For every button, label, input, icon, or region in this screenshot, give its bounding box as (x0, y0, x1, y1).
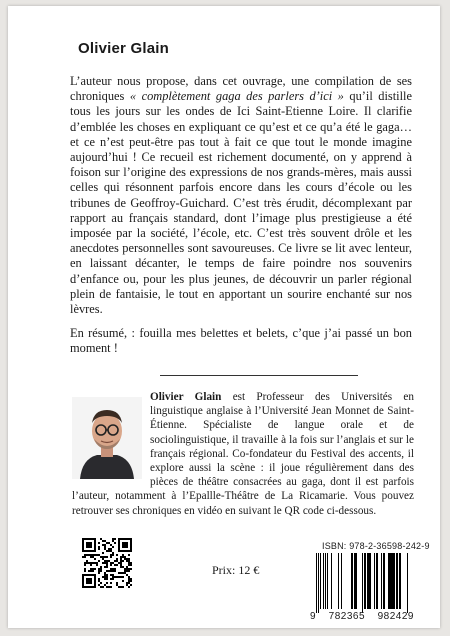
bio-text: est Professeur des Universités en linguistique anglaise à l’Université Jean Monnet de Saint-Étienne. Spécialiste de langue orale et de sociolinguistique, il travaille à la fois sur l’anglais et sur le français régional. Co-fondateur du Festival des accents, il explore aussi la scène : il joue régulièrement dans des pièces de théâtre consacrées au gaga, dont il est parfois l’auteur, notamment à l’Epallle-Théâtre de La Ricamarie. Vous pouvez retrouver ses chroniques en vidéo en suivant le QR code ci-dessous. (72, 391, 414, 517)
barcode-digit-group: 982429 (377, 611, 414, 622)
review-text (70, 74, 412, 366)
bio-author-name: Olivier Glain (150, 391, 222, 403)
review-text-part: qu’il distille tous les jours sur les ondes de Ici Saint-Etienne Loire. Il clarifie d’emblée les choses en expliquant ce qu’est et ce qu’a été le gaga… et ce n’est peut-être pas tout à fait ce que tout le monde imagine aujourd’hui ! Ce recueil est richement documenté, on y apprend à foison sur l’origine des expressions de nos grands-mères, mais aussi celles qui résonnent parfois encore dans les cours d’école ou les tribunes de Geoffroy-Guichard. C’est très érudit, décomplexant par rapport au français standard, dont l’image plus prestigieuse a été imposée par la société, l’école, etc. C’est très souvent drôle et les anecdotes personnelles sont savoureuses. Ce livre se lit avec lenteur, en laissant décanter, le temps de faire poindre nos souvenirs d’enfance ou, pour les plus jeunes, de découvrir un parler régional plein de fantaisie, le tout en apportant un sourire enchanté sur nos lèvres. (70, 89, 413, 317)
review-paragraph (70, 326, 412, 356)
book-back-cover (8, 6, 440, 628)
qr-code-icon[interactable] (82, 538, 132, 588)
author-portrait-icon (72, 397, 142, 479)
barcode-digits (310, 611, 414, 622)
price-label: Prix: 12 € (212, 563, 260, 577)
separator-line (160, 375, 358, 376)
review-quote-title: « complètement gaga des parlers d’ici » (129, 89, 344, 104)
barcode-digit-group: 9 (310, 611, 317, 622)
review-summary: En résumé, : fouilla mes belettes et belets, c’que j’ai passé un bon moment ! (70, 326, 412, 356)
author-heading: Olivier Glain (78, 40, 169, 57)
isbn-label: ISBN: 978-2-36598-242-9 (322, 541, 430, 551)
author-photo (72, 397, 142, 479)
isbn-barcode-icon (310, 553, 414, 615)
review-paragraph (70, 74, 412, 317)
review-text-part: L’auteur nous propose, dans cet ouvrage, une compilation de ses chroniques (70, 74, 412, 104)
barcode-digit-group: 782365 (328, 611, 366, 622)
author-bio (72, 390, 414, 518)
